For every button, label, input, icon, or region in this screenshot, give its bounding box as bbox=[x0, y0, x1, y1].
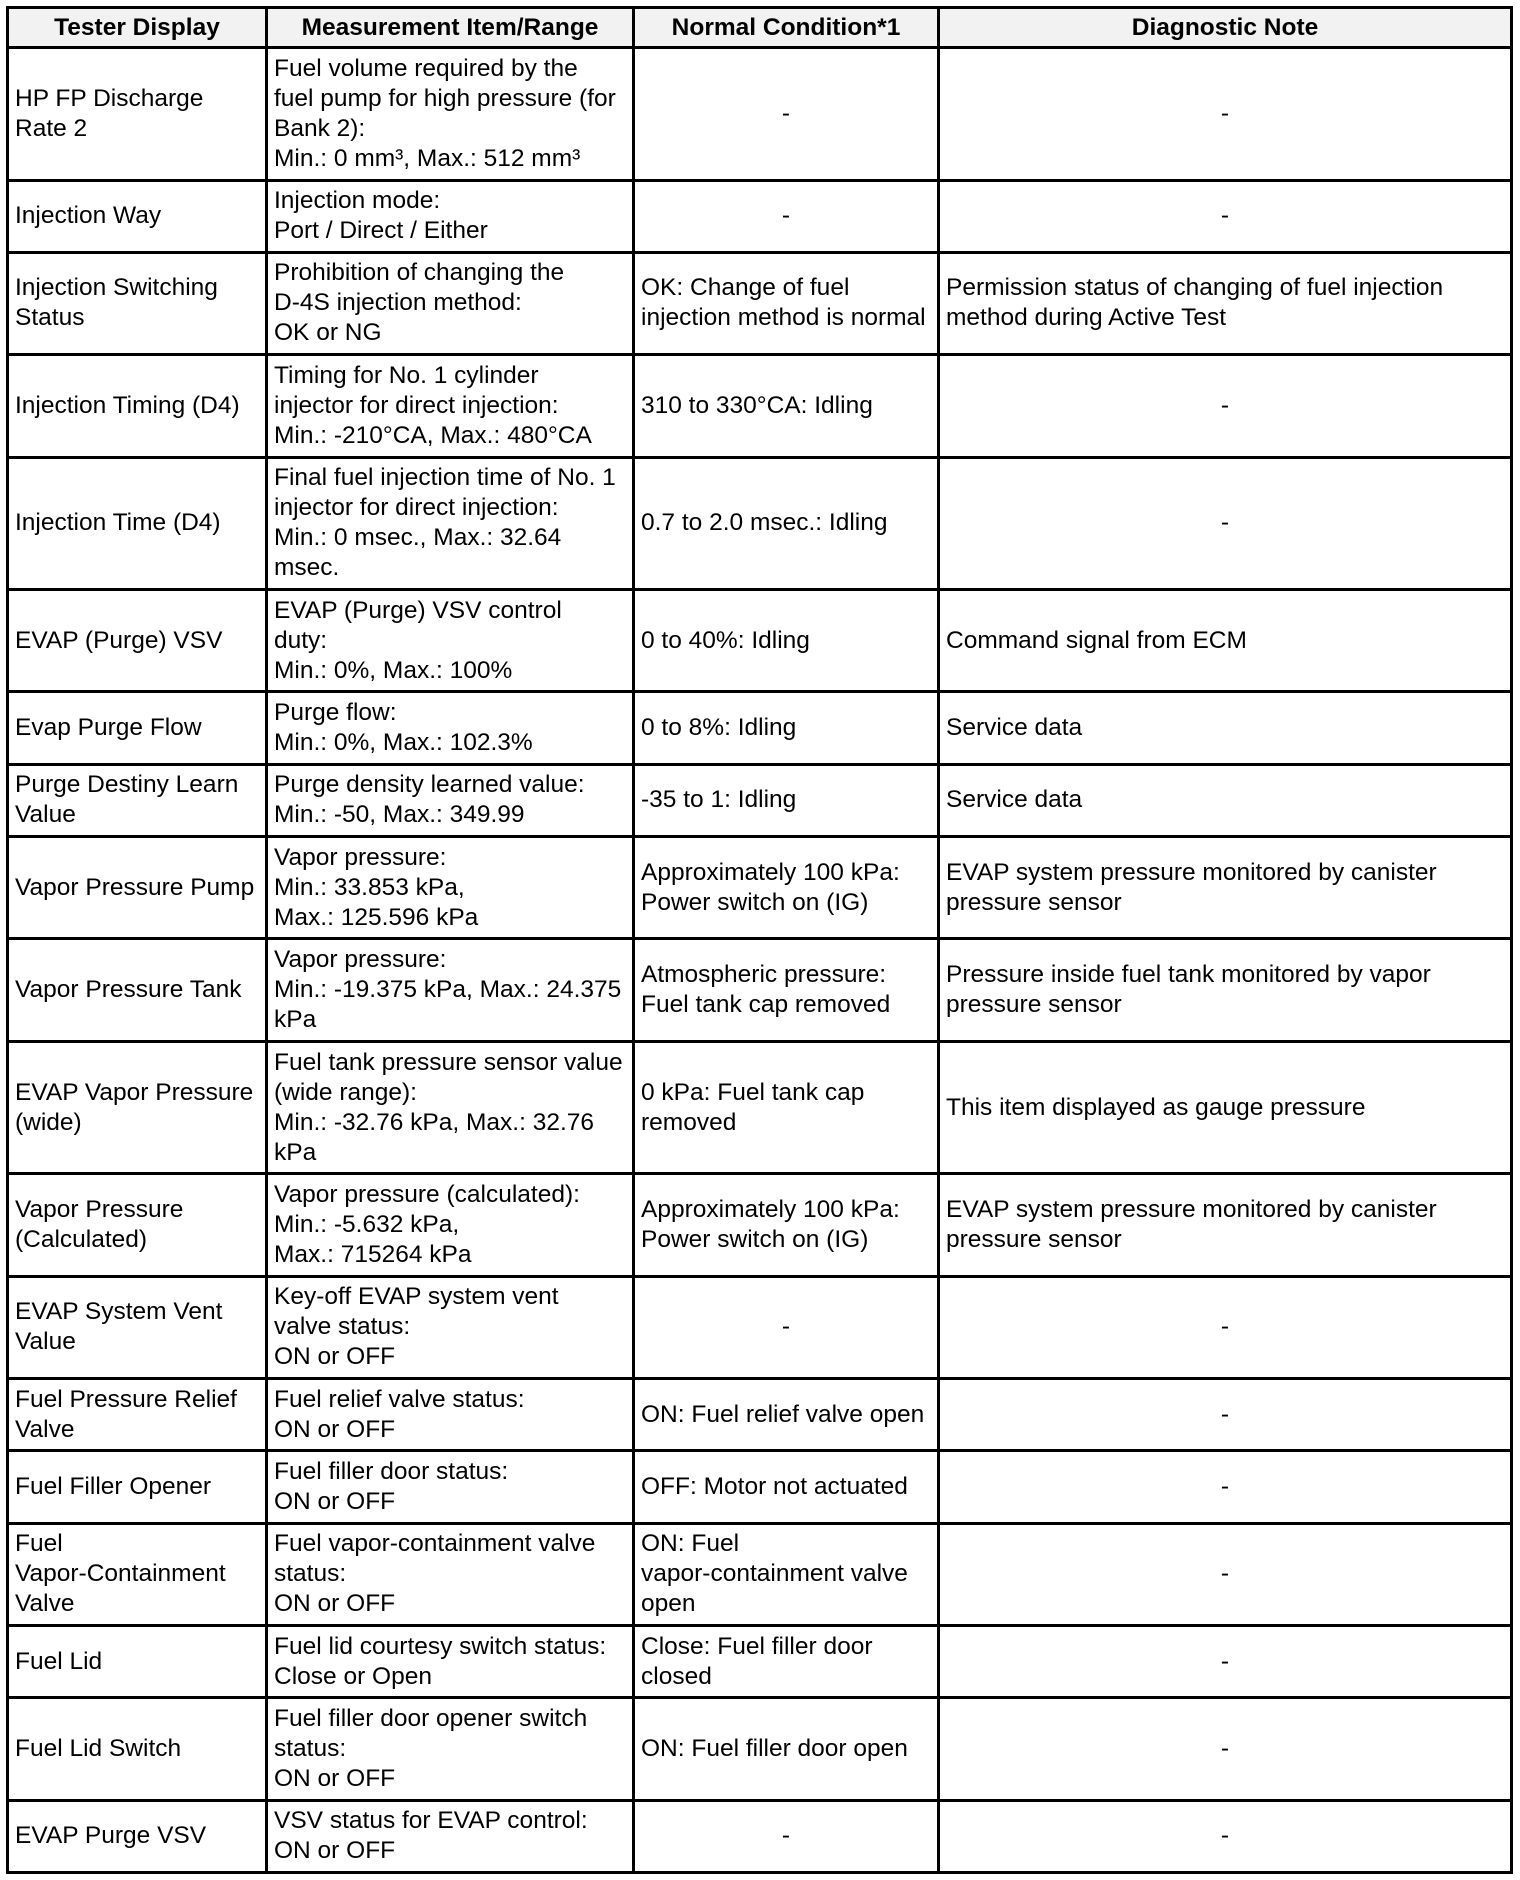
diagnostic-note-cell: Service data bbox=[939, 692, 1512, 764]
table-row bbox=[8, 1174, 1512, 1276]
tester-display-cell: Vapor Pressure (Calculated) bbox=[8, 1174, 267, 1276]
measurement-range-cell: Final fuel injection time of No. 1 injector for direct injection: Min.: 0 msec., Max.: 32.64 msec. bbox=[267, 457, 634, 590]
table-row bbox=[8, 1800, 1512, 1872]
tester-display-cell: Fuel Lid Switch bbox=[8, 1698, 267, 1800]
header-row bbox=[8, 8, 1512, 48]
diagnostic-note-cell: Command signal from ECM bbox=[939, 590, 1512, 692]
measurement-range-cell: Fuel filler door opener switch status: ON or OFF bbox=[267, 1698, 634, 1800]
measurement-range-cell: Vapor pressure: Min.: 33.853 kPa, Max.: 125.596 kPa bbox=[267, 836, 634, 938]
normal-condition-cell: ON: Fuel relief valve open bbox=[634, 1379, 939, 1451]
tester-display-cell: HP FP Discharge Rate 2 bbox=[8, 48, 267, 181]
tester-display-cell: Vapor Pressure Tank bbox=[8, 939, 267, 1041]
normal-condition-cell: OK: Change of fuel injection method is normal bbox=[634, 252, 939, 354]
diagnostic-note-cell: Permission status of changing of fuel injection method during Active Test bbox=[939, 252, 1512, 354]
measurement-range-cell: Fuel relief valve status: ON or OFF bbox=[267, 1379, 634, 1451]
tester-display-cell: Fuel Lid bbox=[8, 1625, 267, 1697]
table-row bbox=[8, 1041, 1512, 1174]
measurement-range-cell: Vapor pressure (calculated): Min.: -5.632 kPa, Max.: 715264 kPa bbox=[267, 1174, 634, 1276]
table-row bbox=[8, 590, 1512, 692]
tester-data-table bbox=[6, 6, 1513, 1874]
normal-condition-cell: - bbox=[634, 1800, 939, 1872]
diagnostic-note-cell: - bbox=[939, 180, 1512, 252]
normal-condition-cell: 310 to 330°CA: Idling bbox=[634, 355, 939, 457]
diagnostic-note-cell: EVAP system pressure monitored by canister pressure sensor bbox=[939, 1174, 1512, 1276]
diagnostic-note-cell: - bbox=[939, 1523, 1512, 1625]
diagnostic-note-cell: - bbox=[939, 1451, 1512, 1523]
diagnostic-note-cell: - bbox=[939, 1800, 1512, 1872]
tester-display-cell: Fuel Filler Opener bbox=[8, 1451, 267, 1523]
table-row bbox=[8, 252, 1512, 354]
measurement-range-cell: Vapor pressure: Min.: -19.375 kPa, Max.: 24.375 kPa bbox=[267, 939, 634, 1041]
normal-condition-cell: - bbox=[634, 180, 939, 252]
header-normal-condition: Normal Condition*1 bbox=[634, 8, 939, 48]
normal-condition-cell: ON: Fuel vapor-containment valve open bbox=[634, 1523, 939, 1625]
table-row bbox=[8, 457, 1512, 590]
table-row bbox=[8, 355, 1512, 457]
normal-condition-cell: 0 to 8%: Idling bbox=[634, 692, 939, 764]
measurement-range-cell: EVAP (Purge) VSV control duty: Min.: 0%, Max.: 100% bbox=[267, 590, 634, 692]
header-measurement-range: Measurement Item/Range bbox=[267, 8, 634, 48]
tester-display-cell: Injection Way bbox=[8, 180, 267, 252]
table-row bbox=[8, 1276, 1512, 1378]
tester-display-cell: EVAP System Vent Value bbox=[8, 1276, 267, 1378]
measurement-range-cell: VSV status for EVAP control: ON or OFF bbox=[267, 1800, 634, 1872]
diagnostic-note-cell: - bbox=[939, 355, 1512, 457]
table-row bbox=[8, 1523, 1512, 1625]
diagnostic-note-cell: - bbox=[939, 1379, 1512, 1451]
normal-condition-cell: Close: Fuel filler door closed bbox=[634, 1625, 939, 1697]
normal-condition-cell: 0.7 to 2.0 msec.: Idling bbox=[634, 457, 939, 590]
header-tester-display: Tester Display bbox=[8, 8, 267, 48]
table-row bbox=[8, 836, 1512, 938]
measurement-range-cell: Fuel tank pressure sensor value (wide range): Min.: -32.76 kPa, Max.: 32.76 kPa bbox=[267, 1041, 634, 1174]
diagnostic-note-cell: - bbox=[939, 1625, 1512, 1697]
measurement-range-cell: Key-off EVAP system vent valve status: ON or OFF bbox=[267, 1276, 634, 1378]
header-diagnostic-note: Diagnostic Note bbox=[939, 8, 1512, 48]
measurement-range-cell: Purge flow: Min.: 0%, Max.: 102.3% bbox=[267, 692, 634, 764]
table-row bbox=[8, 692, 1512, 764]
measurement-range-cell: Timing for No. 1 cylinder injector for direct injection: Min.: -210°CA, Max.: 480°CA bbox=[267, 355, 634, 457]
diagnostic-note-cell: - bbox=[939, 48, 1512, 181]
table-row bbox=[8, 1698, 1512, 1800]
tester-display-cell: Purge Destiny Learn Value bbox=[8, 764, 267, 836]
diagnostic-note-cell: - bbox=[939, 1698, 1512, 1800]
tester-display-cell: Injection Timing (D4) bbox=[8, 355, 267, 457]
normal-condition-cell: ON: Fuel filler door open bbox=[634, 1698, 939, 1800]
normal-condition-cell: Approximately 100 kPa: Power switch on (IG) bbox=[634, 836, 939, 938]
normal-condition-cell: - bbox=[634, 1276, 939, 1378]
tester-display-cell: Injection Switching Status bbox=[8, 252, 267, 354]
table-row bbox=[8, 1451, 1512, 1523]
tester-display-cell: Evap Purge Flow bbox=[8, 692, 267, 764]
normal-condition-cell: 0 to 40%: Idling bbox=[634, 590, 939, 692]
table-row bbox=[8, 764, 1512, 836]
tester-display-cell: EVAP Vapor Pressure (wide) bbox=[8, 1041, 267, 1174]
measurement-range-cell: Fuel volume required by the fuel pump for high pressure (for Bank 2): Min.: 0 mm³, Max.: 512 mm³ bbox=[267, 48, 634, 181]
measurement-range-cell: Fuel lid courtesy switch status: Close or Open bbox=[267, 1625, 634, 1697]
normal-condition-cell: Approximately 100 kPa: Power switch on (IG) bbox=[634, 1174, 939, 1276]
table-row bbox=[8, 48, 1512, 181]
normal-condition-cell: -35 to 1: Idling bbox=[634, 764, 939, 836]
table-row bbox=[8, 1379, 1512, 1451]
table-row bbox=[8, 1625, 1512, 1697]
measurement-range-cell: Injection mode: Port / Direct / Either bbox=[267, 180, 634, 252]
diagnostic-note-cell: Pressure inside fuel tank monitored by vapor pressure sensor bbox=[939, 939, 1512, 1041]
measurement-range-cell: Purge density learned value: Min.: -50, Max.: 349.99 bbox=[267, 764, 634, 836]
diagnostic-note-cell: Service data bbox=[939, 764, 1512, 836]
measurement-range-cell: Prohibition of changing the D-4S injection method: OK or NG bbox=[267, 252, 634, 354]
table-row bbox=[8, 939, 1512, 1041]
normal-condition-cell: - bbox=[634, 48, 939, 181]
tester-display-cell: EVAP Purge VSV bbox=[8, 1800, 267, 1872]
tester-display-cell: Injection Time (D4) bbox=[8, 457, 267, 590]
table-row bbox=[8, 180, 1512, 252]
tester-display-cell: Fuel Pressure Relief Valve bbox=[8, 1379, 267, 1451]
tester-display-cell: EVAP (Purge) VSV bbox=[8, 590, 267, 692]
normal-condition-cell: 0 kPa: Fuel tank cap removed bbox=[634, 1041, 939, 1174]
diagnostic-note-cell: EVAP system pressure monitored by canister pressure sensor bbox=[939, 836, 1512, 938]
tester-display-cell: Vapor Pressure Pump bbox=[8, 836, 267, 938]
tester-display-cell: Fuel Vapor-Containment Valve bbox=[8, 1523, 267, 1625]
diagnostic-note-cell: - bbox=[939, 1276, 1512, 1378]
diagnostic-note-cell: - bbox=[939, 457, 1512, 590]
measurement-range-cell: Fuel filler door status: ON or OFF bbox=[267, 1451, 634, 1523]
measurement-range-cell: Fuel vapor-containment valve status: ON or OFF bbox=[267, 1523, 634, 1625]
diagnostic-note-cell: This item displayed as gauge pressure bbox=[939, 1041, 1512, 1174]
normal-condition-cell: Atmospheric pressure: Fuel tank cap removed bbox=[634, 939, 939, 1041]
normal-condition-cell: OFF: Motor not actuated bbox=[634, 1451, 939, 1523]
